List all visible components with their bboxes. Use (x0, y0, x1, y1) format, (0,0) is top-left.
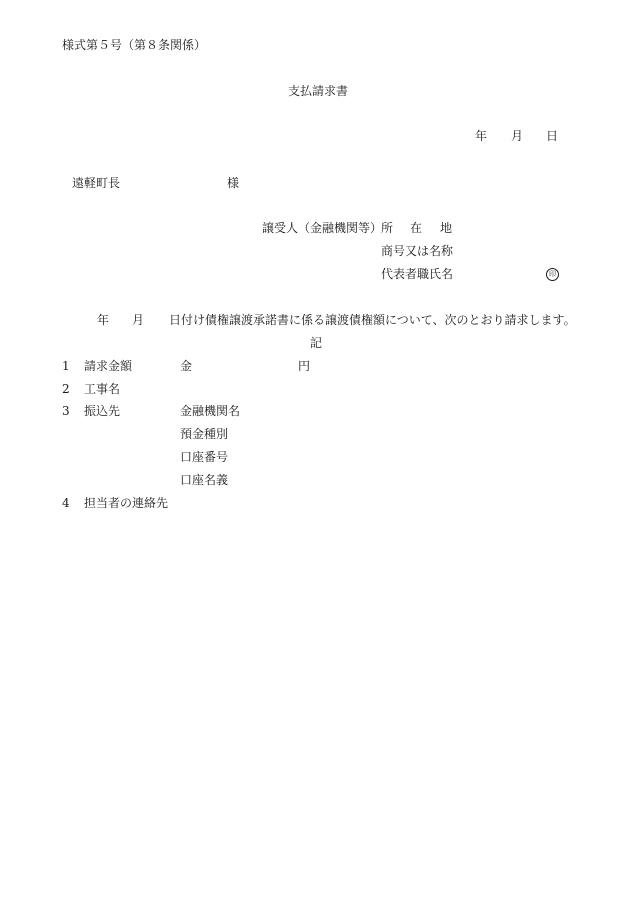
item-3-label: 振込先 (84, 404, 121, 418)
addressee-honorific: 様 (227, 176, 240, 190)
page-title: 支払請求書 (288, 84, 349, 98)
representative-label: 代表者職氏名 (381, 267, 454, 281)
trade-name-label: 商号又は名称 (381, 244, 454, 258)
ki-heading: 記 (310, 336, 323, 350)
item-1-prefix: 金 (180, 359, 193, 373)
assignee-label: 譲受人（金融機関等） (262, 221, 383, 235)
item-3-number: 3 (62, 404, 70, 418)
body-request-text: 日付け債権譲渡承諾書に係る譲渡債権額について、次のとおり請求します。 (169, 313, 576, 327)
account-holder-label: 口座名義 (180, 473, 229, 487)
date-day-label: 日 (546, 129, 559, 143)
bank-name-label: 金融機関名 (180, 404, 241, 418)
date-month-label: 月 (511, 129, 524, 143)
form-number: 様式第５号（第８条関係） (62, 38, 207, 52)
body-month-label: 月 (132, 313, 145, 327)
item-2-number: 2 (62, 382, 70, 396)
address-label-char-2: 在 (410, 221, 423, 235)
item-1-number: 1 (62, 359, 70, 373)
date-year-label: 年 (475, 129, 488, 143)
body-year-label: 年 (97, 313, 110, 327)
item-4-label: 担当者の連絡先 (84, 496, 169, 510)
seal-mark: 印 (546, 268, 559, 281)
address-label-char-3: 地 (440, 221, 453, 235)
addressee-name: 遠軽町長 (72, 176, 121, 190)
item-1-unit: 円 (298, 359, 311, 373)
item-4-number: 4 (62, 496, 70, 510)
item-2-label: 工事名 (84, 382, 121, 396)
address-label-char-1: 所 (381, 221, 394, 235)
account-number-label: 口座番号 (180, 450, 229, 464)
deposit-type-label: 預金種別 (180, 427, 229, 441)
item-1-label: 請求金額 (84, 359, 133, 373)
